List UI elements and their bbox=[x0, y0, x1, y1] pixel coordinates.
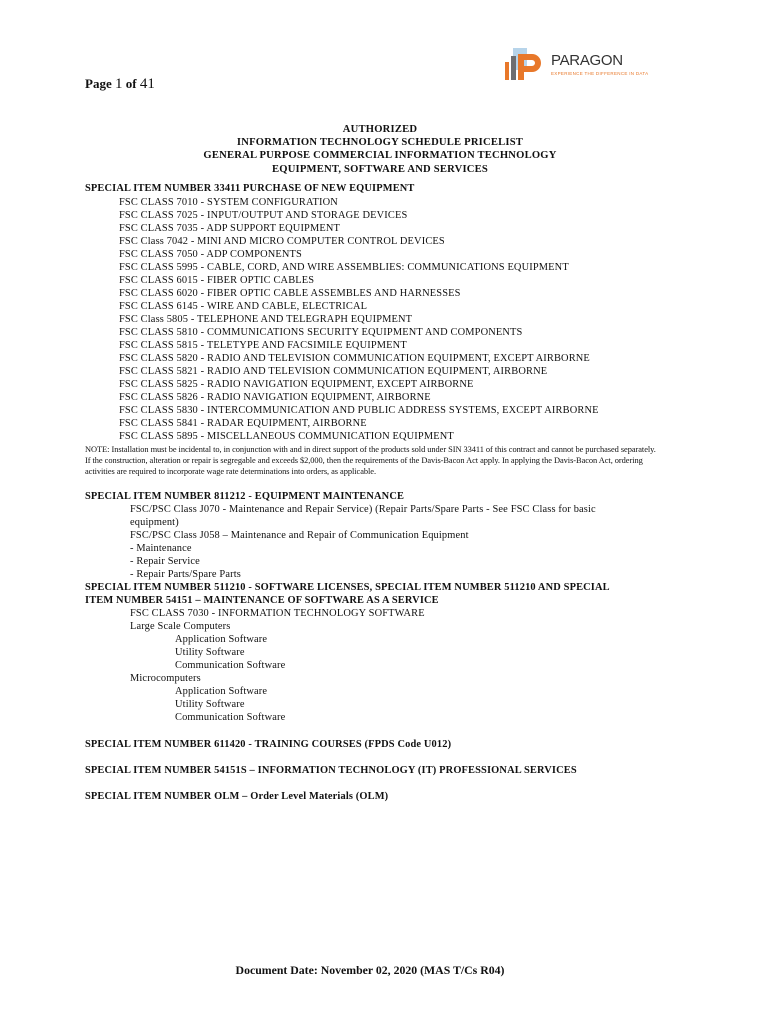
sin-611420-heading: SPECIAL ITEM NUMBER 611420 - TRAINING COURSES (FPDS Code U012) bbox=[85, 739, 452, 750]
page-total: 41 bbox=[139, 76, 155, 92]
sin-511210-heading-continued: ITEM NUMBER 54151 – MAINTENANCE OF SOFTWARE AS A SERVICE bbox=[85, 595, 439, 606]
software-item: Communication Software bbox=[175, 712, 286, 723]
maintenance-line: equipment) bbox=[130, 517, 179, 528]
maintenance-line: FSC/PSC Class J058 – Maintenance and Repair of Communication Equipment bbox=[130, 530, 469, 541]
fsc-class-item: FSC CLASS 6015 - FIBER OPTIC CABLES bbox=[119, 275, 315, 286]
document-title bbox=[0, 123, 760, 176]
large-scale-computers-label: Large Scale Computers bbox=[130, 621, 231, 632]
maintenance-line: - Repair Parts/Spare Parts bbox=[130, 569, 241, 580]
fsc-class-item: FSC CLASS 6020 - FIBER OPTIC CABLE ASSEMBLES AND HARNESSES bbox=[119, 288, 461, 299]
page-indicator bbox=[85, 76, 155, 93]
document-date-footer: Document Date: November 02, 2020 (MAS T/Cs R04) bbox=[235, 963, 505, 977]
fsc-class-item: FSC CLASS 7050 - ADP COMPONENTS bbox=[119, 249, 302, 260]
page-label: Page bbox=[85, 76, 112, 91]
fsc-class-item: FSC CLASS 5810 - COMMUNICATIONS SECURITY EQUIPMENT AND COMPONENTS bbox=[119, 327, 523, 338]
software-item: Communication Software bbox=[175, 660, 286, 671]
logo-wordmark: PARAGON bbox=[551, 52, 623, 69]
page-current: 1 bbox=[114, 76, 123, 92]
page-of: of bbox=[125, 76, 137, 91]
sin-33411-heading: SPECIAL ITEM NUMBER 33411 PURCHASE OF NEW EQUIPMENT bbox=[85, 183, 415, 194]
fsc-class-item: FSC CLASS 5820 - RADIO AND TELEVISION COMMUNICATION EQUIPMENT, EXCEPT AIRBORNE bbox=[119, 353, 590, 364]
title-line: AUTHORIZED bbox=[342, 124, 418, 135]
fsc-class-item: FSC CLASS 7025 - INPUT/OUTPUT AND STORAGE DEVICES bbox=[119, 210, 408, 221]
fsc-class-item: FSC Class 7042 - MINI AND MICRO COMPUTER CONTROL DEVICES bbox=[119, 236, 445, 247]
installation-note: NOTE: Installation must be incidental to, in conjunction with and in direct support of the products sold under SIN 33411 of this contract and cannot be purchased separately. If the construction, alteration or repair is segregable and exceeds $2,000, then the requirements of the Davis-Bacon Act apply. In applying the Davis-Bacon Act, ordering activities are required to incorporate wage rate determinations into orders, as applicable. bbox=[85, 445, 656, 476]
fsc-class-item: FSC Class 5805 - TELEPHONE AND TELEGRAPH EQUIPMENT bbox=[119, 314, 413, 325]
title-line: EQUIPMENT, SOFTWARE AND SERVICES bbox=[272, 163, 488, 175]
fsc-class-7030: FSC CLASS 7030 - INFORMATION TECHNOLOGY SOFTWARE bbox=[130, 608, 425, 619]
title-line: GENERAL PURPOSE COMMERCIAL INFORMATION TECHNOLOGY bbox=[203, 150, 557, 162]
paragon-logo bbox=[503, 46, 649, 86]
fsc-class-item: FSC CLASS 5821 - RADIO AND TELEVISION COMMUNICATION EQUIPMENT, AIRBORNE bbox=[119, 366, 548, 377]
fsc-class-item: FSC CLASS 5995 - CABLE, CORD, AND WIRE ASSEMBLIES: COMMUNICATIONS EQUIPMENT bbox=[119, 262, 569, 273]
fsc-class-item: FSC CLASS 5815 - TELETYPE AND FACSIMILE EQUIPMENT bbox=[119, 340, 407, 351]
fsc-class-item: FSC CLASS 5826 - RADIO NAVIGATION EQUIPMENT, AIRBORNE bbox=[119, 392, 431, 403]
maintenance-line: - Repair Service bbox=[130, 556, 200, 567]
logo-tagline: EXPERIENCE THE DIFFERENCE IN DATA bbox=[551, 71, 649, 76]
fsc-class-item: FSC CLASS 5825 - RADIO NAVIGATION EQUIPMENT, EXCEPT AIRBORNE bbox=[119, 379, 474, 390]
fsc-class-item: FSC CLASS 5841 - RADAR EQUIPMENT, AIRBORNE bbox=[119, 418, 367, 429]
software-item: Application Software bbox=[175, 686, 268, 697]
title-line: INFORMATION TECHNOLOGY SCHEDULE PRICELIST bbox=[236, 137, 524, 149]
maintenance-line: FSC/PSC Class J070 - Maintenance and Repair Service) (Repair Parts/Spare Parts - See FSC Class for basic bbox=[130, 504, 596, 515]
sin-54151s-heading: SPECIAL ITEM NUMBER 54151S – INFORMATION TECHNOLOGY (IT) PROFESSIONAL SERVICES bbox=[85, 765, 577, 776]
fsc-class-item: FSC CLASS 5895 - MISCELLANEOUS COMMUNICATION EQUIPMENT bbox=[119, 431, 454, 442]
sin-511210-heading: SPECIAL ITEM NUMBER 511210 - SOFTWARE LICENSES, SPECIAL ITEM NUMBER 511210 AND SPECIAL bbox=[85, 582, 610, 593]
maintenance-line: - Maintenance bbox=[130, 543, 192, 554]
paragon-logo-mark-icon bbox=[503, 46, 549, 82]
fsc-class-item: FSC CLASS 5830 - INTERCOMMUNICATION AND PUBLIC ADDRESS SYSTEMS, EXCEPT AIRBORNE bbox=[119, 405, 599, 416]
sin-811212-heading: SPECIAL ITEM NUMBER 811212 - EQUIPMENT MAINTENANCE bbox=[85, 491, 405, 502]
fsc-class-item: FSC CLASS 6145 - WIRE AND CABLE, ELECTRICAL bbox=[119, 301, 368, 312]
software-item: Utility Software bbox=[175, 699, 245, 710]
fsc-class-item: FSC CLASS 7035 - ADP SUPPORT EQUIPMENT bbox=[119, 223, 341, 234]
software-item: Utility Software bbox=[175, 647, 245, 658]
sin-olm-heading: SPECIAL ITEM NUMBER OLM – Order Level Materials (OLM) bbox=[85, 791, 389, 802]
software-item: Application Software bbox=[175, 634, 268, 645]
fsc-class-item: FSC CLASS 7010 - SYSTEM CONFIGURATION bbox=[119, 197, 338, 208]
microcomputers-label: Microcomputers bbox=[130, 673, 201, 684]
